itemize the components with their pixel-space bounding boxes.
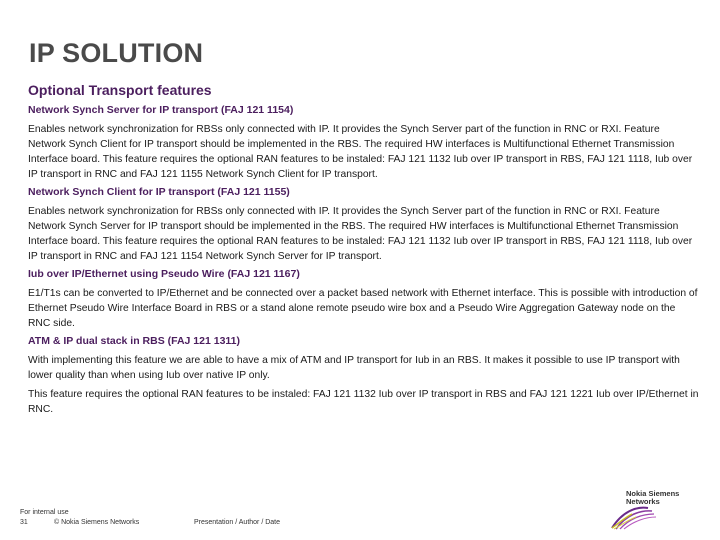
footer-presentation: Presentation / Author / Date <box>194 519 280 526</box>
feature-heading-dual-stack: ATM & IP dual stack in RBS (FAJ 121 1311) <box>28 335 241 347</box>
feature-heading-network-synch-server: Network Synch Server for IP transport (FAJ 121 1154) <box>28 104 294 116</box>
logo-line-2: Networks <box>626 497 660 506</box>
content-body <box>28 82 700 421</box>
footer-copyright: © Nokia Siemens Networks <box>54 519 140 526</box>
feature-heading-network-synch-client: Network Synch Client for IP transport (FAJ 121 1155) <box>28 186 290 198</box>
page-title: IP SOLUTION <box>29 38 204 68</box>
feature-description-network-synch-server: Enables network synchronization for RBSs only connected with IP. It provides the Synch Server part of the function in RNC or RXI. Feature Network Synch Client for IP transport should be implemented in the RBS. The required HW interfaces is Multifunctional Ethernet Transmission Interface board. This feature requires the optional RAN features to be instaled: FAJ 121 1132 Iub over IP transport in RBS, FAJ 121 1118, Iub over IP transport in RNC and FAJ 121 1155 Network Synch Client for IP transport. <box>28 124 693 180</box>
company-logo <box>610 488 710 530</box>
feature-description-pseudo-wire: E1/T1s can be converted to IP/Ethernet and be connected over a packet based network with Ethernet interface. This is possible with introduction of Ethernet Pseudo Wire Interface Board in RBS or a stand alone remote pseudo wire box and a Pseudo Wire Aggregation Gateway node on the RNC side. <box>28 288 698 329</box>
footer-classification: For internal use <box>20 509 69 516</box>
section-subtitle: Optional Transport features <box>28 82 212 98</box>
logo-line-1: Nokia Siemens <box>626 489 680 498</box>
logo-swoosh-icon <box>610 488 710 530</box>
feature-description-dual-stack: With implementing this feature we are able to have a mix of ATM and IP transport for Iub in an RBS. It makes it possible to use IP transport with lower quality than when using Iub over native IP only. <box>28 355 680 381</box>
feature-heading-pseudo-wire: Iub over IP/Ethernet using Pseudo Wire (FAJ 121 1167) <box>28 268 300 280</box>
footer-page-number: 31 <box>20 519 28 526</box>
feature-requirements-dual-stack: This feature requires the optional RAN features to be instaled: FAJ 121 1132 Iub over IP transport in RBS and FAJ 121 1221 Iub over IP/Ethernet in RNC. <box>28 389 699 415</box>
feature-description-network-synch-client: Enables network synchronization for RBSs only connected with IP. It provides the Synch Server part of the function in RNC or RXI. Feature Network Synch Server for IP transport should be implemented in the RBS. The required HW interfaces is Multifunctional Ethernet Transmission Interface board. This feature requires the optional RAN features to be instaled: FAJ 121 1132 Iub over IP transport in RBS, FAJ 121 1118, Iub over IP transport in RNC and FAJ 121 1154 Network Synch Server for IP transport. <box>28 206 693 262</box>
